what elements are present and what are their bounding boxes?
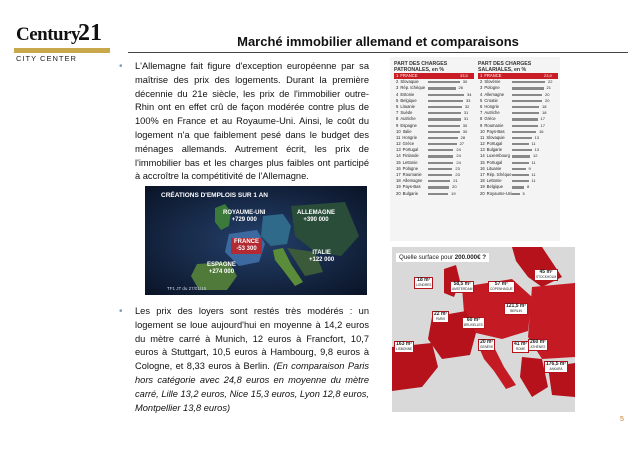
table-row (478, 191, 558, 197)
bullet-text: Les prix des loyers sont restés très modérés : un logement se loue aujourd'hui en moyenne à 14,2 euros du mètre carré à Munich, 12 euros à Francfort, 10,7 euros à Stuttgart, 10,5 euros à Hambourg, 9,8 euros à Cologne, et 8,33 euros à Berlin. (135, 306, 369, 372)
table-row-rank: 14 (480, 153, 485, 159)
table-row-bar (428, 131, 460, 133)
table-row-bar (428, 193, 448, 195)
map-city-name: PARIS (435, 317, 446, 321)
table-row-bar (512, 155, 530, 157)
table-row-country: FRANCE (484, 73, 502, 78)
table-row-rank: 16 (396, 165, 401, 171)
table-row-rank: 18 (396, 178, 401, 184)
slide-title: Marché immobilier allemand et comparaisons (237, 34, 519, 49)
table-row-value: 11 (531, 141, 536, 147)
table-row-rank: 19 (396, 184, 401, 190)
map-city-surface: 41 m² (514, 341, 528, 347)
map-city-name: GENÈVE (480, 345, 494, 349)
table-row-value: 30 (462, 128, 468, 134)
map-city-label (504, 303, 528, 315)
table-row-value: 26 (458, 85, 463, 91)
table-row-country: Croatie (484, 97, 498, 103)
table-row-value: 31 (463, 110, 469, 116)
table-row-value: 8 (527, 184, 530, 190)
table-row-bar (512, 143, 529, 145)
table-row-value: 18 (542, 110, 547, 116)
map-city-name: LONDRES (416, 283, 432, 287)
table-row-value: 22 (548, 79, 553, 85)
tv-label-france: FRANCE -53 300 (231, 238, 262, 254)
table-row-bar (512, 149, 532, 151)
map-city-name: AMSTERDAM (452, 287, 473, 291)
table-row-value: 24 (456, 159, 461, 165)
map-city-surface: 121,5 m² (506, 303, 527, 309)
table-row-value: 24 (456, 153, 461, 159)
table-row-value: 23,9 (544, 73, 552, 78)
table-row-country: Pays-Bas (402, 184, 421, 190)
bullet-dot-icon: • (119, 306, 123, 317)
table-row-country: Luxembourg (486, 153, 510, 159)
table-row-value: 20 (452, 184, 457, 190)
page-number: 5 (620, 416, 624, 423)
map-city-surface: 58,5 m² (453, 281, 471, 287)
table-row-value: 27 (459, 141, 465, 147)
table-row-bar (428, 112, 461, 114)
table-row-value: 30 (462, 79, 468, 85)
table-patronal-title: PART DES CHARGES PATRONALES, en % (394, 61, 448, 73)
table-row-value: 33 (465, 97, 471, 103)
table-row-country: Lettonie (402, 159, 418, 165)
map-city-label (512, 341, 529, 353)
table-row-rank: 11 (480, 134, 485, 140)
table-row-value: 5 (522, 190, 525, 196)
table-row-bar (512, 87, 544, 89)
table-salarial-title: PART DES CHARGES SALARIALES, en % (478, 61, 532, 73)
table-row-rank: 12 (396, 141, 401, 147)
table-row-bar (428, 106, 462, 108)
table-row-country: Belgique (400, 97, 417, 103)
table-row-rank: 9 (480, 122, 483, 128)
table-row-value: 19 (451, 190, 456, 196)
table-row-rank: 20 (396, 190, 401, 196)
table-row-bar (428, 186, 449, 188)
table-row-rank: 15 (396, 159, 401, 165)
europe-surface-map (392, 247, 575, 412)
table-row-bar (512, 137, 532, 139)
table-row-country: Suède (400, 110, 413, 116)
table-row-value: 23 (455, 165, 460, 171)
map-city-label (414, 277, 433, 289)
table-row-country: Bulgarie (486, 147, 503, 153)
map-city-surface: 176,5 m² (546, 361, 567, 367)
table-row-country: Espagne (400, 122, 417, 128)
charges-comparison-tables (390, 57, 560, 241)
map-title: Quelle surface pour 200.000€ ? (396, 253, 489, 262)
table-row-value: 17 (540, 122, 545, 128)
map-city-surface: 163 m² (396, 341, 412, 347)
table-row-country: Grèce (484, 116, 496, 122)
table-row-country: Pologne (484, 85, 500, 91)
table-row-country: Grèce (402, 141, 415, 147)
table-row-value: 17 (540, 116, 545, 122)
table-row-bar (428, 94, 464, 96)
table-row-country: Pays-Bas (486, 128, 505, 134)
table-row-bar (512, 112, 539, 114)
table-row-country: Hongrie (402, 134, 418, 140)
table-row-rank: 5 (396, 97, 399, 103)
table-row-bar (428, 174, 452, 176)
map-city-label (528, 339, 548, 351)
table-row-rank: 18 (480, 178, 485, 184)
table-row-value: 31 (463, 116, 469, 122)
map-city-name: ROME (515, 347, 526, 351)
table-row-value: 18 (542, 103, 547, 109)
table-row (394, 191, 474, 197)
table-row-bar (512, 193, 520, 195)
table-row-value: 28 (460, 134, 466, 140)
map-city-name: LISBONNE (396, 347, 413, 351)
table-row-value: 30 (462, 122, 468, 128)
table-row-rank: 3 (480, 85, 483, 91)
table-row-value: 21 (546, 85, 551, 91)
table-row-country: Bulgarie (402, 190, 419, 196)
bullet-text: L'Allemagne fait figure d'exception européenne par sa maîtrise des prix des logements. Durant la première décennie du 21e siècle, les prix de l'immobilier outre-Rhin ont en effet crû de façon modérée contre plus de 100% en France et au Royaume-Uni. Ainsi, le coût du logement n'a que faiblement pesé dans le budget des ménages allemands. Autrement écrit, les prix de l'immobilier bas et les charges plus faibles ont participé à accroître la compétitivité de l'Allemagne. (135, 61, 369, 182)
table-row-rank: 20 (480, 190, 485, 196)
bullet-dot-icon: • (119, 61, 123, 72)
table-row-value: 11 (531, 159, 536, 165)
table-row-country: Belgique (486, 184, 503, 190)
table-row-bar (428, 155, 453, 157)
table-row-bar (428, 149, 453, 151)
table-row-bar (428, 81, 460, 83)
table-row-bar (512, 94, 542, 96)
map-city-label (432, 311, 449, 323)
table-row-value: 20 (545, 91, 550, 97)
map-city-surface: 57 m² (494, 281, 508, 287)
map-city-label (488, 281, 515, 293)
table-row-country: Rép. tchèque (486, 172, 512, 177)
tv-label-italy: ITALIE +122 000 (309, 250, 335, 263)
logo-subtitle: CITY CENTER (16, 54, 77, 63)
table-row-country: Portugal (402, 147, 419, 153)
table-row-country: Royaume-Uni (486, 190, 513, 196)
table-row-rank: 4 (396, 91, 399, 97)
table-row-rank: 8 (480, 116, 483, 122)
table-row-country: FRANCE (400, 73, 418, 78)
map-city-label (534, 269, 558, 281)
table-row-rank: 10 (480, 128, 485, 134)
table-row-country: Portugal (486, 141, 503, 147)
table-row-country: Lituanie (486, 165, 502, 171)
map-city-surface: 22 m² (434, 311, 448, 317)
table-row-rank: 12 (480, 141, 485, 147)
table-row-rank: 2 (396, 79, 399, 85)
table-salarial (478, 61, 558, 197)
table-row-value: 20 (545, 97, 550, 103)
table-row-country: Italie (402, 128, 412, 134)
tv-label-germany: ALLEMAGNE +390 000 (297, 210, 335, 223)
map-city-surface: 20 m² (480, 339, 494, 345)
table-row-country: Finlande (402, 153, 419, 159)
table-row-country: Hongrie (484, 103, 500, 109)
table-row-country: Roumanie (402, 172, 422, 177)
table-row-country: Slovaquie (400, 79, 419, 85)
table-row-rank: 4 (480, 91, 483, 97)
table-row-rank: 19 (480, 184, 485, 190)
bullet-germany-exception (119, 60, 369, 184)
table-row-value: 11 (531, 178, 536, 184)
table-row-country: Rép. tchèque (400, 85, 426, 91)
table-row-rank: 6 (480, 103, 483, 109)
table-row-bar (428, 118, 461, 120)
table-row-bar (428, 143, 457, 145)
table-row-country: Portugal (486, 159, 503, 165)
table-row-rank: 3 (396, 85, 399, 91)
table-row-bar (512, 131, 536, 133)
table-row-rank: 15 (480, 159, 485, 165)
table-row-bar (428, 87, 456, 89)
table-row-bar (512, 81, 545, 83)
map-city-name: BERLIN (510, 309, 522, 313)
table-row-rank: 1 (480, 73, 483, 78)
table-row-bar (512, 125, 538, 127)
logo-brand: Century (16, 24, 81, 45)
table-row-country: Allemagne (402, 178, 423, 184)
table-row-rank: 17 (480, 172, 485, 177)
tv-label-spain: ESPAGNE +274 000 (207, 262, 236, 275)
table-row-rank: 13 (480, 147, 485, 153)
table-row-rank: 11 (396, 134, 401, 140)
table-row-rank: 9 (396, 122, 399, 128)
map-city-name: ATHÈNES (530, 345, 546, 349)
century21-logo (14, 22, 110, 66)
table-row-bar (512, 106, 539, 108)
table-row-country: Autriche (484, 110, 500, 116)
table-row-rank: 7 (396, 110, 399, 116)
bullet-comparison-text: (En comparaison Paris hors catégorie avec 24,8 euros en moyenne du mètre carré, Lille 13,2 euros, Nice 15,3 euros, Lyon 12,8 euros, Montpellier 13,8 euros) (135, 361, 370, 413)
table-row-value: 11 (531, 172, 536, 177)
table-patronal (394, 61, 474, 197)
table-row-bar (428, 100, 463, 102)
map-city-label (544, 361, 568, 373)
table-row-bar (428, 125, 460, 127)
table-row-rank: 2 (480, 79, 483, 85)
tv-footer: TF1 JT du 27/01/15 (167, 286, 207, 291)
table-row-rank: 13 (396, 147, 401, 153)
table-row-value: 34 (467, 91, 472, 97)
table-row-value: 21 (453, 178, 458, 184)
map-city-label (394, 341, 414, 353)
table-row-rank: 10 (396, 128, 401, 134)
map-city-surface: 45 m² (539, 269, 553, 275)
logo-gold-bar (14, 48, 110, 53)
map-city-label (462, 317, 485, 329)
table-row-rank: 17 (396, 172, 401, 177)
map-city-surface: 60 m² (466, 317, 480, 323)
logo-number: 21 (78, 20, 102, 46)
table-row-value: 13 (534, 147, 539, 153)
table-row-bar (512, 100, 542, 102)
table-row-bar (512, 162, 529, 164)
map-city-label (478, 339, 495, 351)
table-row-bar (512, 174, 529, 176)
tv-label-uk: ROYAUME-UNI +729 000 (223, 210, 266, 223)
table-row-value: 33,5 (460, 73, 468, 78)
table-row-value: 9 (528, 165, 531, 171)
table-row-country: Slovaquie (486, 134, 505, 140)
table-row-bar (512, 118, 538, 120)
table-row-country: Allemagne (484, 91, 505, 97)
table-row-bar (512, 180, 529, 182)
table-row-bar (512, 168, 526, 170)
table-row-rank: 5 (480, 97, 483, 103)
table-row-value: 16 (539, 128, 544, 134)
table-row-rank: 14 (396, 153, 401, 159)
table-row-rank: 8 (396, 116, 399, 122)
map-city-name: ANKARA (549, 367, 563, 371)
bullet-rents (119, 305, 370, 415)
table-row-rank: 16 (480, 165, 485, 171)
table-row-bar (512, 186, 524, 188)
map-city-label (450, 281, 474, 293)
table-row-bar (428, 180, 450, 182)
table-row-country: Lettonie (486, 178, 502, 184)
table-row-country: Lituanie (400, 103, 416, 109)
table-row-value: 32 (464, 103, 470, 109)
table-row-rank: 6 (396, 103, 399, 109)
table-row-rank: 7 (480, 110, 483, 116)
table-row-bar (428, 162, 453, 164)
map-city-name: STOCKHOLM (536, 275, 557, 279)
table-row-value: 12 (533, 153, 538, 159)
map-city-name: COPENHAGUE (490, 287, 513, 291)
map-city-surface: 260 m² (530, 339, 546, 345)
table-row-country: Roumanie (484, 122, 504, 128)
table-row-value: 13 (534, 134, 539, 140)
table-row-value: 23 (455, 172, 460, 177)
table-row-value: 24 (456, 147, 461, 153)
title-rule (128, 52, 628, 53)
map-city-name: BRUXELLES (464, 323, 483, 327)
table-row-country: Autriche (400, 116, 416, 122)
table-row-rank: 1 (396, 73, 399, 78)
tv-jobs-map-image (145, 186, 367, 295)
table-row-country: Slovénie (484, 79, 501, 85)
table-row-country: Estonie (400, 91, 415, 97)
table-row-bar (428, 137, 458, 139)
table-row-bar (428, 168, 452, 170)
map-city-surface: 18 m² (417, 277, 431, 283)
tv-headline: CRÉATIONS D'EMPLOIS SUR 1 AN (161, 192, 268, 199)
table-row-country: Pologne (402, 165, 419, 171)
